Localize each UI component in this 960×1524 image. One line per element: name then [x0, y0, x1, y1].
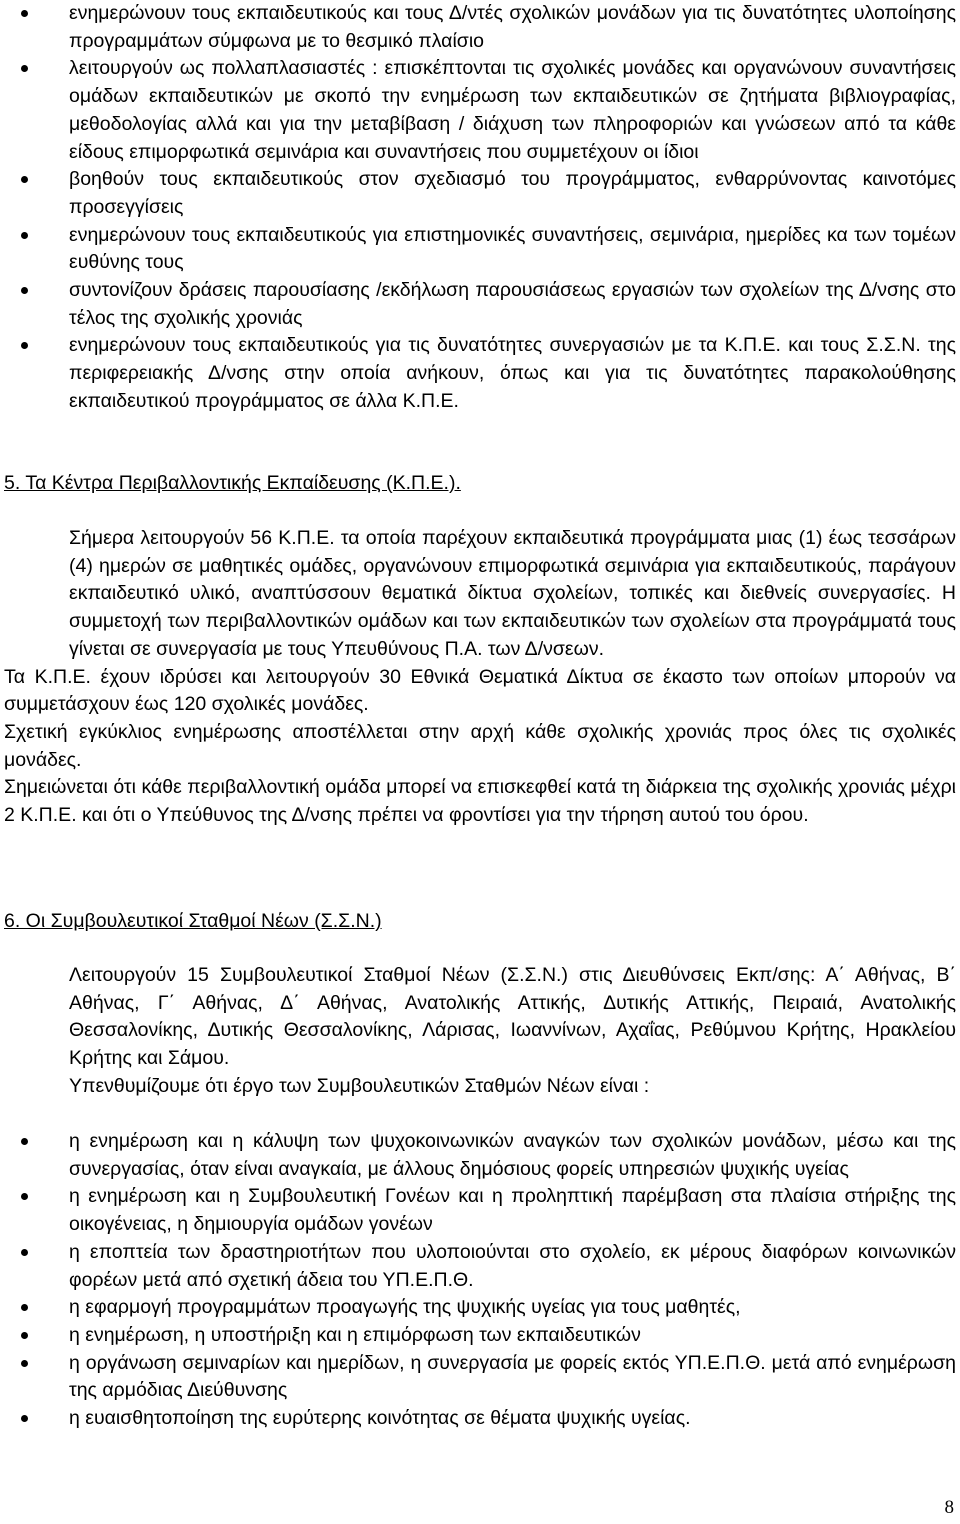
paragraph: Τα Κ.Π.Ε. έχουν ιδρύσει και λειτουργούν 30 Εθνικά Θεματικά Δίκτυα σε έκαστο των οποίων μπορούν να συμμετάσχουν έως 120 σχολικές μονάδες. [4, 665, 956, 716]
bullet-list-duties [4, 0, 956, 416]
paragraph: Λειτουργούν 15 Συμβουλευτικοί Σταθμοί Νέων (Σ.Σ.Ν.) στις Διευθύνσεις Εκπ/σης: Α΄ Αθήνας, Β΄ Αθήνας, Γ΄ Αθήνας, Δ΄ Αθήνας, Ανατολικής Αττικής, Δυτικής Αττικής, Πειραιά, Ανατολικής Θεσσαλονίκης, Δυτικής Θεσσαλονίκης, Λάρισας, Ιωαννίνων, Αχαΐας, Ρεθύμνου Κρήτης, Ηρακλείου Κρήτης και Σάμου. [69, 964, 956, 1070]
section-heading-ssn: 6. Οι Συμβουλευτικοί Σταθμοί Νέων (Σ.Σ.Ν.) [4, 910, 382, 932]
paragraph: Σημειώνεται ότι κάθε περιβαλλοντική ομάδα μπορεί να επισκεφθεί κατά τη διάρκεια της σχολικής χρονιάς μέχρι 2 Κ.Π.Ε. και ότι ο Υπεύθυνος της Δ/νσης πρέπει να φροντίσει για την τήρηση αυτού του όρου. [4, 776, 956, 827]
list-item: η εφαρμογή προγραμμάτων προαγωγής της ψυχικής υγείας για τους μαθητές, [4, 1294, 956, 1322]
list-item: η ευαισθητοποίηση της ευρύτερης κοινότητας σε θέματα ψυχικής υγείας. [4, 1405, 956, 1433]
list-item: η οργάνωση σεμιναρίων και ημερίδων, η συνεργασία με φορείς εκτός ΥΠ.Ε.Π.Θ. μετά από ενημέρωση της αρμόδιας Διεύθυνσης [4, 1350, 956, 1405]
list-item: λειτουργούν ως πολλαπλασιαστές : επισκέπτονται τις σχολικές μονάδες και οργανώνουν συναντήσεις ομάδων εκπαιδευτικών με σκοπό την ενημέρωση των εκπαιδευτικών σε ζητήματα βιβλιογραφίας, μεθοδολογίας αλλά και για την μεταβίβαση / διάχυση των πληροφοριών και γνώσεων από τα κάθε είδους επιμορφωτικά σεμινάρια και συναντήσεις που συμμετέχουν οι ίδιοι [4, 55, 956, 166]
paragraph: Σήμερα λειτουργούν 56 Κ.Π.Ε. τα οποία παρέχουν εκπαιδευτικά προγράμματα μιας (1) έως τεσσάρων (4) ημερών σε μαθητικές ομάδες, οργανώνουν επιμορφωτικά σεμινάρια για εκπαιδευτικούς, παράγουν εκπαιδευτικό υλικό, αναπτύσσουν θεματικά δίκτυα σχολείων, τοπικές και διεθνείς συνεργασίες. Η συμμετοχή των περιβαλλοντικών ομάδων και των εκπαιδευτικών των σχολείων στα προγράμματά τους γίνεται σε συνεργασία με τους Υπευθύνους Π.Α. των Δ/νσεων. [69, 527, 956, 660]
section-heading-kpe: 5. Τα Κέντρα Περιβαλλοντικής Εκπαίδευσης (Κ.Π.Ε.). [4, 472, 461, 494]
list-item: ενημερώνουν τους εκπαιδευτικούς για τις δυνατότητες συνεργασιών με τα Κ.Π.Ε. και τους Σ.Σ.Ν. της περιφερειακής Δ/νσης στην οποία ανήκουν, όπως και για τις δυνατότητες παρακολούθησης εκπαιδευτικού προγράμματος σε άλλα Κ.Π.Ε. [4, 332, 956, 415]
section-body-ssn [4, 962, 956, 1101]
list-item: βοηθούν τους εκπαιδευτικούς στον σχεδιασμό του προγράμματος, ενθαρρύνοντας καινοτόμες προσεγγίσεις [4, 166, 956, 221]
list-item: συντονίζουν δράσεις παρουσίασης /εκδήλωση παρουσιάσεως εργασιών των σχολείων της Δ/νσης στο τέλος της σχολικής χρονιάς [4, 277, 956, 332]
list-item: η ενημέρωση και η κάλυψη των ψυχοκοινωνικών αναγκών των σχολικών μονάδων, μέσω και της συνεργασίας, όταν είναι αναγκαία, με άλλους δημόσιους φορείς υπηρεσιών ψυχικής υγείας [4, 1128, 956, 1183]
page-number: 8 [944, 1497, 954, 1518]
list-item: η εποπτεία των δραστηριοτήτων που υλοποιούνται στο σχολείο, εκ μέρους διαφόρων κοινωνικών φορέων μετά από σχετική άδεια του ΥΠ.Ε.Π.Θ. [4, 1239, 956, 1294]
section-body-kpe [4, 525, 956, 830]
bullet-list-ssn-work [4, 1128, 956, 1433]
paragraph: Υπενθυμίζουμε ότι έργο των Συμβουλευτικών Σταθμών Νέων είναι : [69, 1074, 650, 1097]
list-item: ενημερώνουν τους εκπαιδευτικούς και τους Δ/ντές σχολικών μονάδων για τις δυνατότητες υλοποίησης προγραμμάτων σύμφωνα με το θεσμικό πλαίσιο [4, 0, 956, 55]
paragraph: Σχετική εγκύκλιος ενημέρωσης αποστέλλεται στην αρχή κάθε σχολικής χρονιάς προς όλες τις σχολικές μονάδες. [4, 720, 956, 771]
list-item: ενημερώνουν τους εκπαιδευτικούς για επιστημονικές συναντήσεις, σεμινάρια, ημερίδες κα των τομέων ευθύνης τους [4, 222, 956, 277]
list-item: η ενημέρωση, η υποστήριξη και η επιμόρφωση των εκπαιδευτικών [4, 1322, 956, 1350]
list-item: η ενημέρωση και η Συμβουλευτική Γονέων και η προληπτική παρέμβαση στα πλαίσια στήριξης της οικογένειας, η δημιουργία ομάδων γονέων [4, 1183, 956, 1238]
